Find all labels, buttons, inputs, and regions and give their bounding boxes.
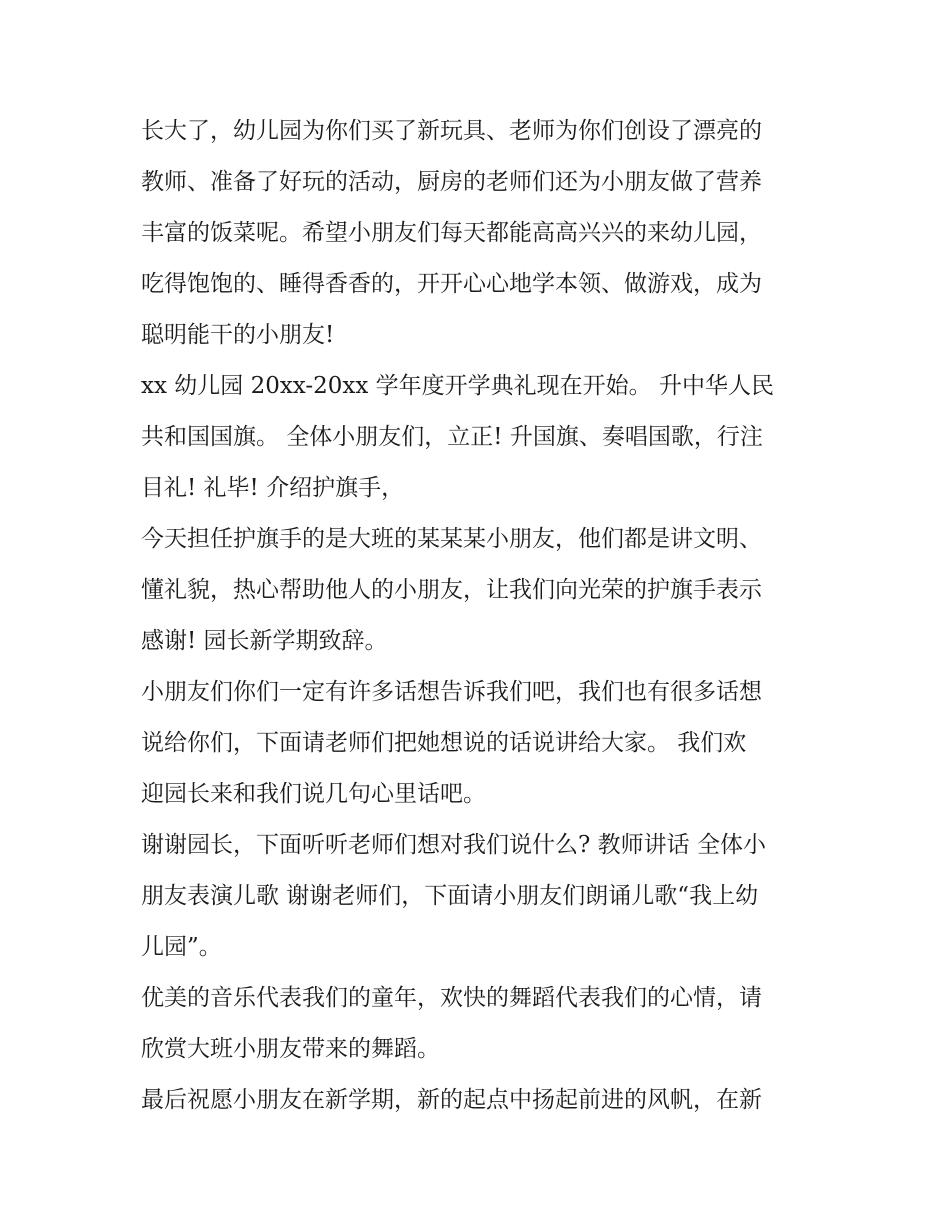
text-line: xx 幼儿园 20xx-20xx 学年度开学典礼现在开始。 升中华人民 bbox=[141, 373, 774, 399]
text-line: 欣赏大班小朋友带来的舞蹈。 bbox=[141, 1036, 440, 1062]
text-line: 谢谢园长，下面听听老师们想对我们说什么? 教师讲话 全体小 bbox=[141, 832, 766, 858]
document-body bbox=[141, 106, 821, 1126]
text-line: 教师、准备了好玩的活动，厨房的老师们还为小朋友做了营养 bbox=[141, 169, 762, 195]
text-line: 最后祝愿小朋友在新学期，新的起点中扬起前进的风帆，在新 bbox=[141, 1087, 762, 1113]
text-line: 懂礼貌，热心帮助他人的小朋友，让我们向光荣的护旗手表示 bbox=[141, 577, 762, 603]
paragraph-flag-guards bbox=[141, 514, 821, 667]
text-line: 共和国国旗。 全体小朋友们，立正! 升国旗、奏唱国歌，行注 bbox=[141, 424, 763, 450]
paragraph-teacher-speech bbox=[141, 820, 821, 973]
text-line: 朋友表演儿歌 谢谢老师们，下面请小朋友们朗诵儿歌“我上幼 bbox=[141, 883, 759, 909]
paragraph-dance bbox=[141, 973, 821, 1075]
paragraph-welcome bbox=[141, 106, 821, 361]
paragraph-principal-intro bbox=[141, 667, 821, 820]
text-line: 长大了，幼儿园为你们买了新玩具、老师为你们创设了漂亮的 bbox=[141, 118, 762, 144]
text-line: 感谢! 园长新学期致辞。 bbox=[141, 628, 388, 654]
text-line: 儿园”。 bbox=[141, 934, 222, 960]
text-line: 说给你们，下面请老师们把她想说的话说讲给大家。 我们欢 bbox=[141, 730, 747, 756]
paragraph-closing-wishes bbox=[141, 1075, 821, 1126]
text-line: 吃得饱饱的、睡得香香的，开开心心地学本领、做游戏，成为 bbox=[141, 271, 762, 297]
text-line: 聪明能干的小朋友! bbox=[141, 322, 335, 348]
text-line: 目礼! 礼毕! 介绍护旗手， bbox=[141, 475, 405, 501]
text-line: 今天担任护旗手的是大班的某某某小朋友，他们都是讲文明、 bbox=[141, 526, 762, 552]
paragraph-ceremony-start bbox=[141, 361, 821, 514]
text-line: 小朋友们你们一定有许多话想告诉我们吧，我们也有很多话想 bbox=[141, 679, 762, 705]
text-line: 迎园长来和我们说几句心里话吧。 bbox=[141, 781, 486, 807]
text-line: 丰富的饭菜呢。希望小朋友们每天都能高高兴兴的来幼儿园， bbox=[141, 220, 762, 246]
text-line: 优美的音乐代表我们的童年，欢快的舞蹈代表我们的心情，请 bbox=[141, 985, 762, 1011]
